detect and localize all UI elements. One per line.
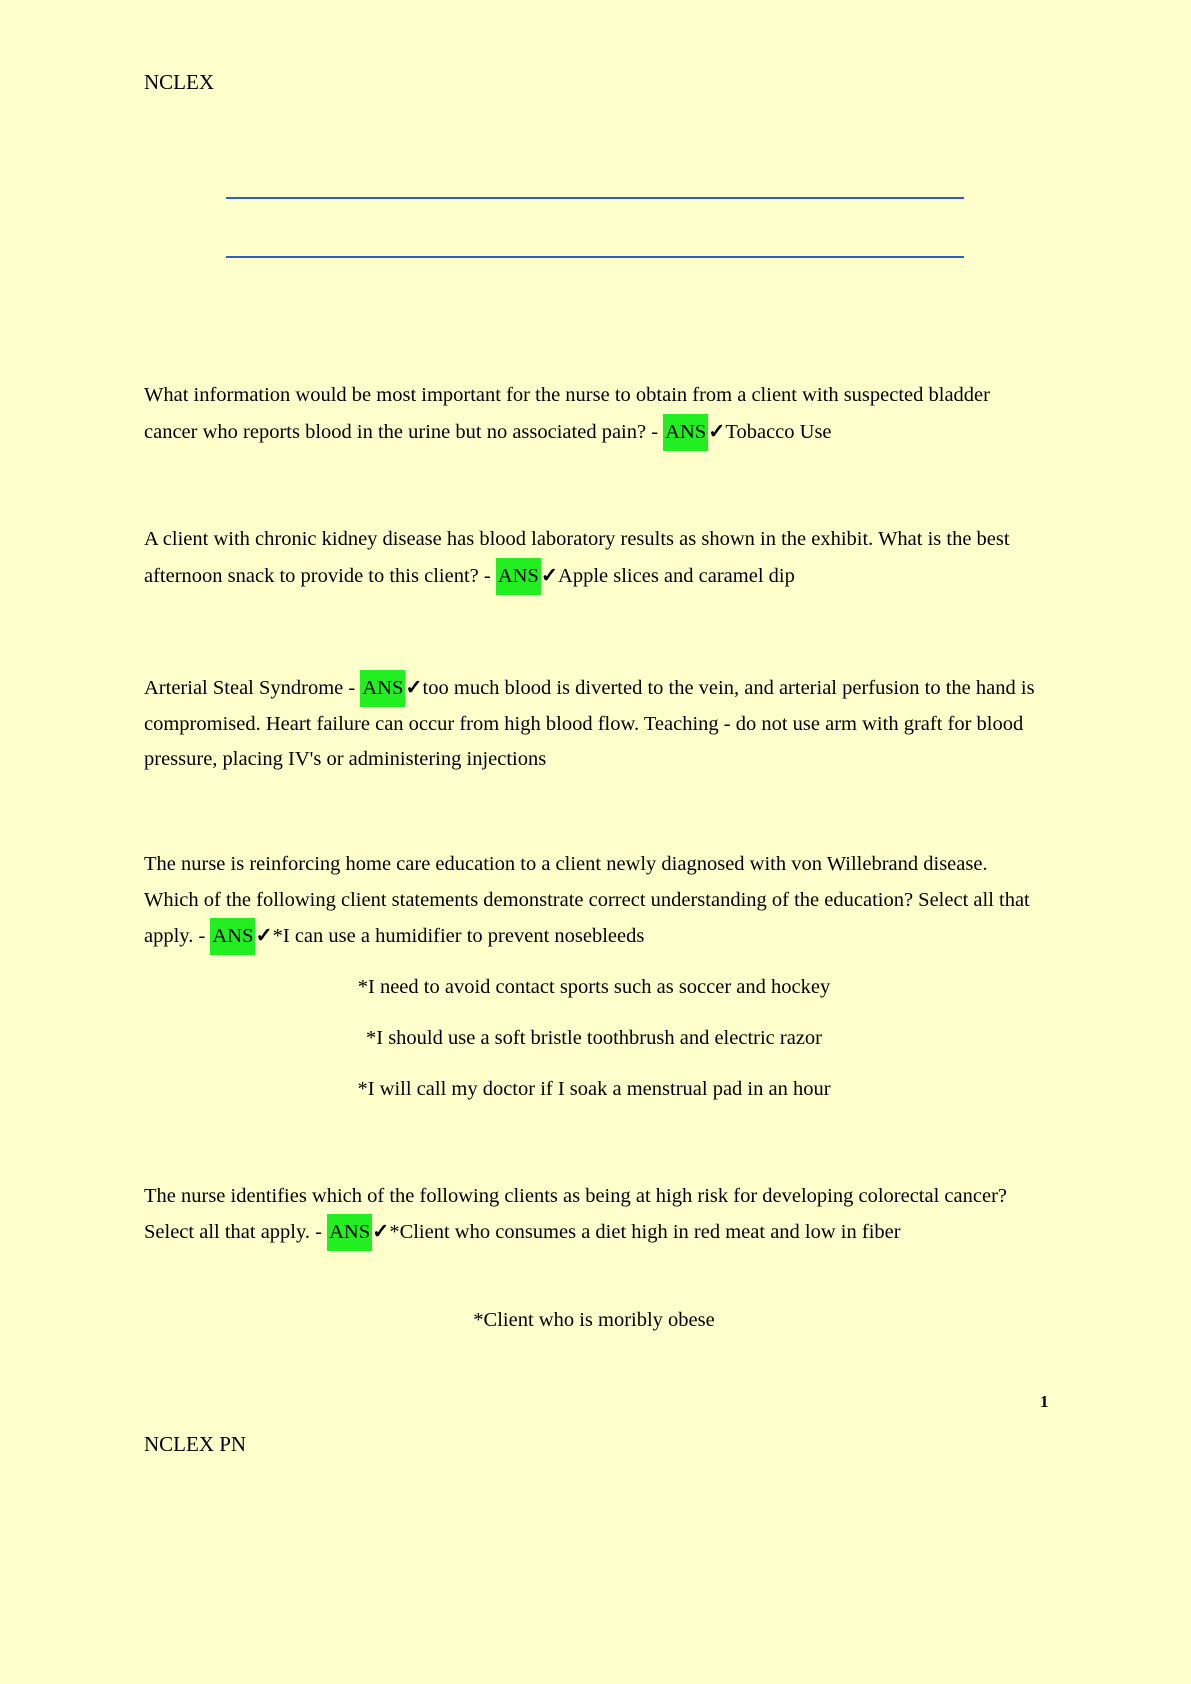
check-icon: ✓: [540, 565, 559, 587]
answer-highlight: ANS: [496, 558, 541, 595]
check-icon: ✓: [405, 677, 423, 699]
page-header: NCLEX: [144, 70, 214, 94]
answer-highlight: ANS: [663, 414, 708, 451]
check-icon: ✓: [372, 1221, 390, 1243]
answer-text: too much blood is diverted to the vein, and arterial perfusion to the hand is compromised. Heart failure can occur from high blood flow. Teaching - do not use arm with graft for blood pressure, placing IV's or administering injections: [144, 677, 1035, 770]
check-icon: ✓: [255, 925, 273, 947]
answer-text: Tobacco Use: [725, 421, 832, 443]
answer-highlight: ANS: [327, 1214, 372, 1251]
qa-item: [144, 1178, 1044, 1251]
qa-item: [144, 521, 1044, 595]
qa-item: [144, 846, 1044, 955]
blank-line-2: [226, 256, 964, 258]
check-icon: ✓: [708, 421, 726, 443]
answer-text: Apple slices and caramel dip: [558, 565, 795, 587]
question-text: The nurse is reinforcing home care education to a client newly diagnosed with von Willebrand disease. Which of the following client statements demonstrate correct understanding of the education? Select all that apply. -: [144, 853, 1030, 947]
answer-option: *Client who is moribly obese: [473, 1309, 715, 1331]
answer-option: *I will call my doctor if I soak a menstrual pad in an hour: [357, 1078, 831, 1100]
answer-text: *Client who consumes a diet high in red meat and low in fiber: [389, 1221, 901, 1243]
answer-option: *I should use a soft bristle toothbrush and electric razor: [366, 1027, 822, 1049]
answer-highlight: ANS: [360, 670, 405, 707]
page-number: 1: [1040, 1392, 1049, 1411]
answer-option: *I need to avoid contact sports such as soccer and hockey: [357, 976, 831, 998]
answer-highlight: ANS: [210, 918, 255, 955]
question-text: What information would be most important for the nurse to obtain from a client with suspected bladder cancer who reports blood in the urine but no associated pain? -: [144, 384, 990, 443]
answer-text: *I can use a humidifier to prevent nosebleeds: [272, 925, 645, 947]
question-text: The nurse identifies which of the following clients as being at high risk for developing colorectal cancer? Select all that apply. -: [144, 1185, 1007, 1243]
question-text: A client with chronic kidney disease has blood laboratory results as shown in the exhibit. What is the best afternoon snack to provide to this client? -: [144, 528, 1010, 587]
blank-line-1: [226, 197, 964, 199]
qa-item: [144, 377, 1044, 451]
question-text: Arterial Steal Syndrome -: [144, 677, 356, 699]
page-footer: NCLEX PN: [144, 1432, 247, 1456]
qa-item: [144, 670, 1044, 777]
